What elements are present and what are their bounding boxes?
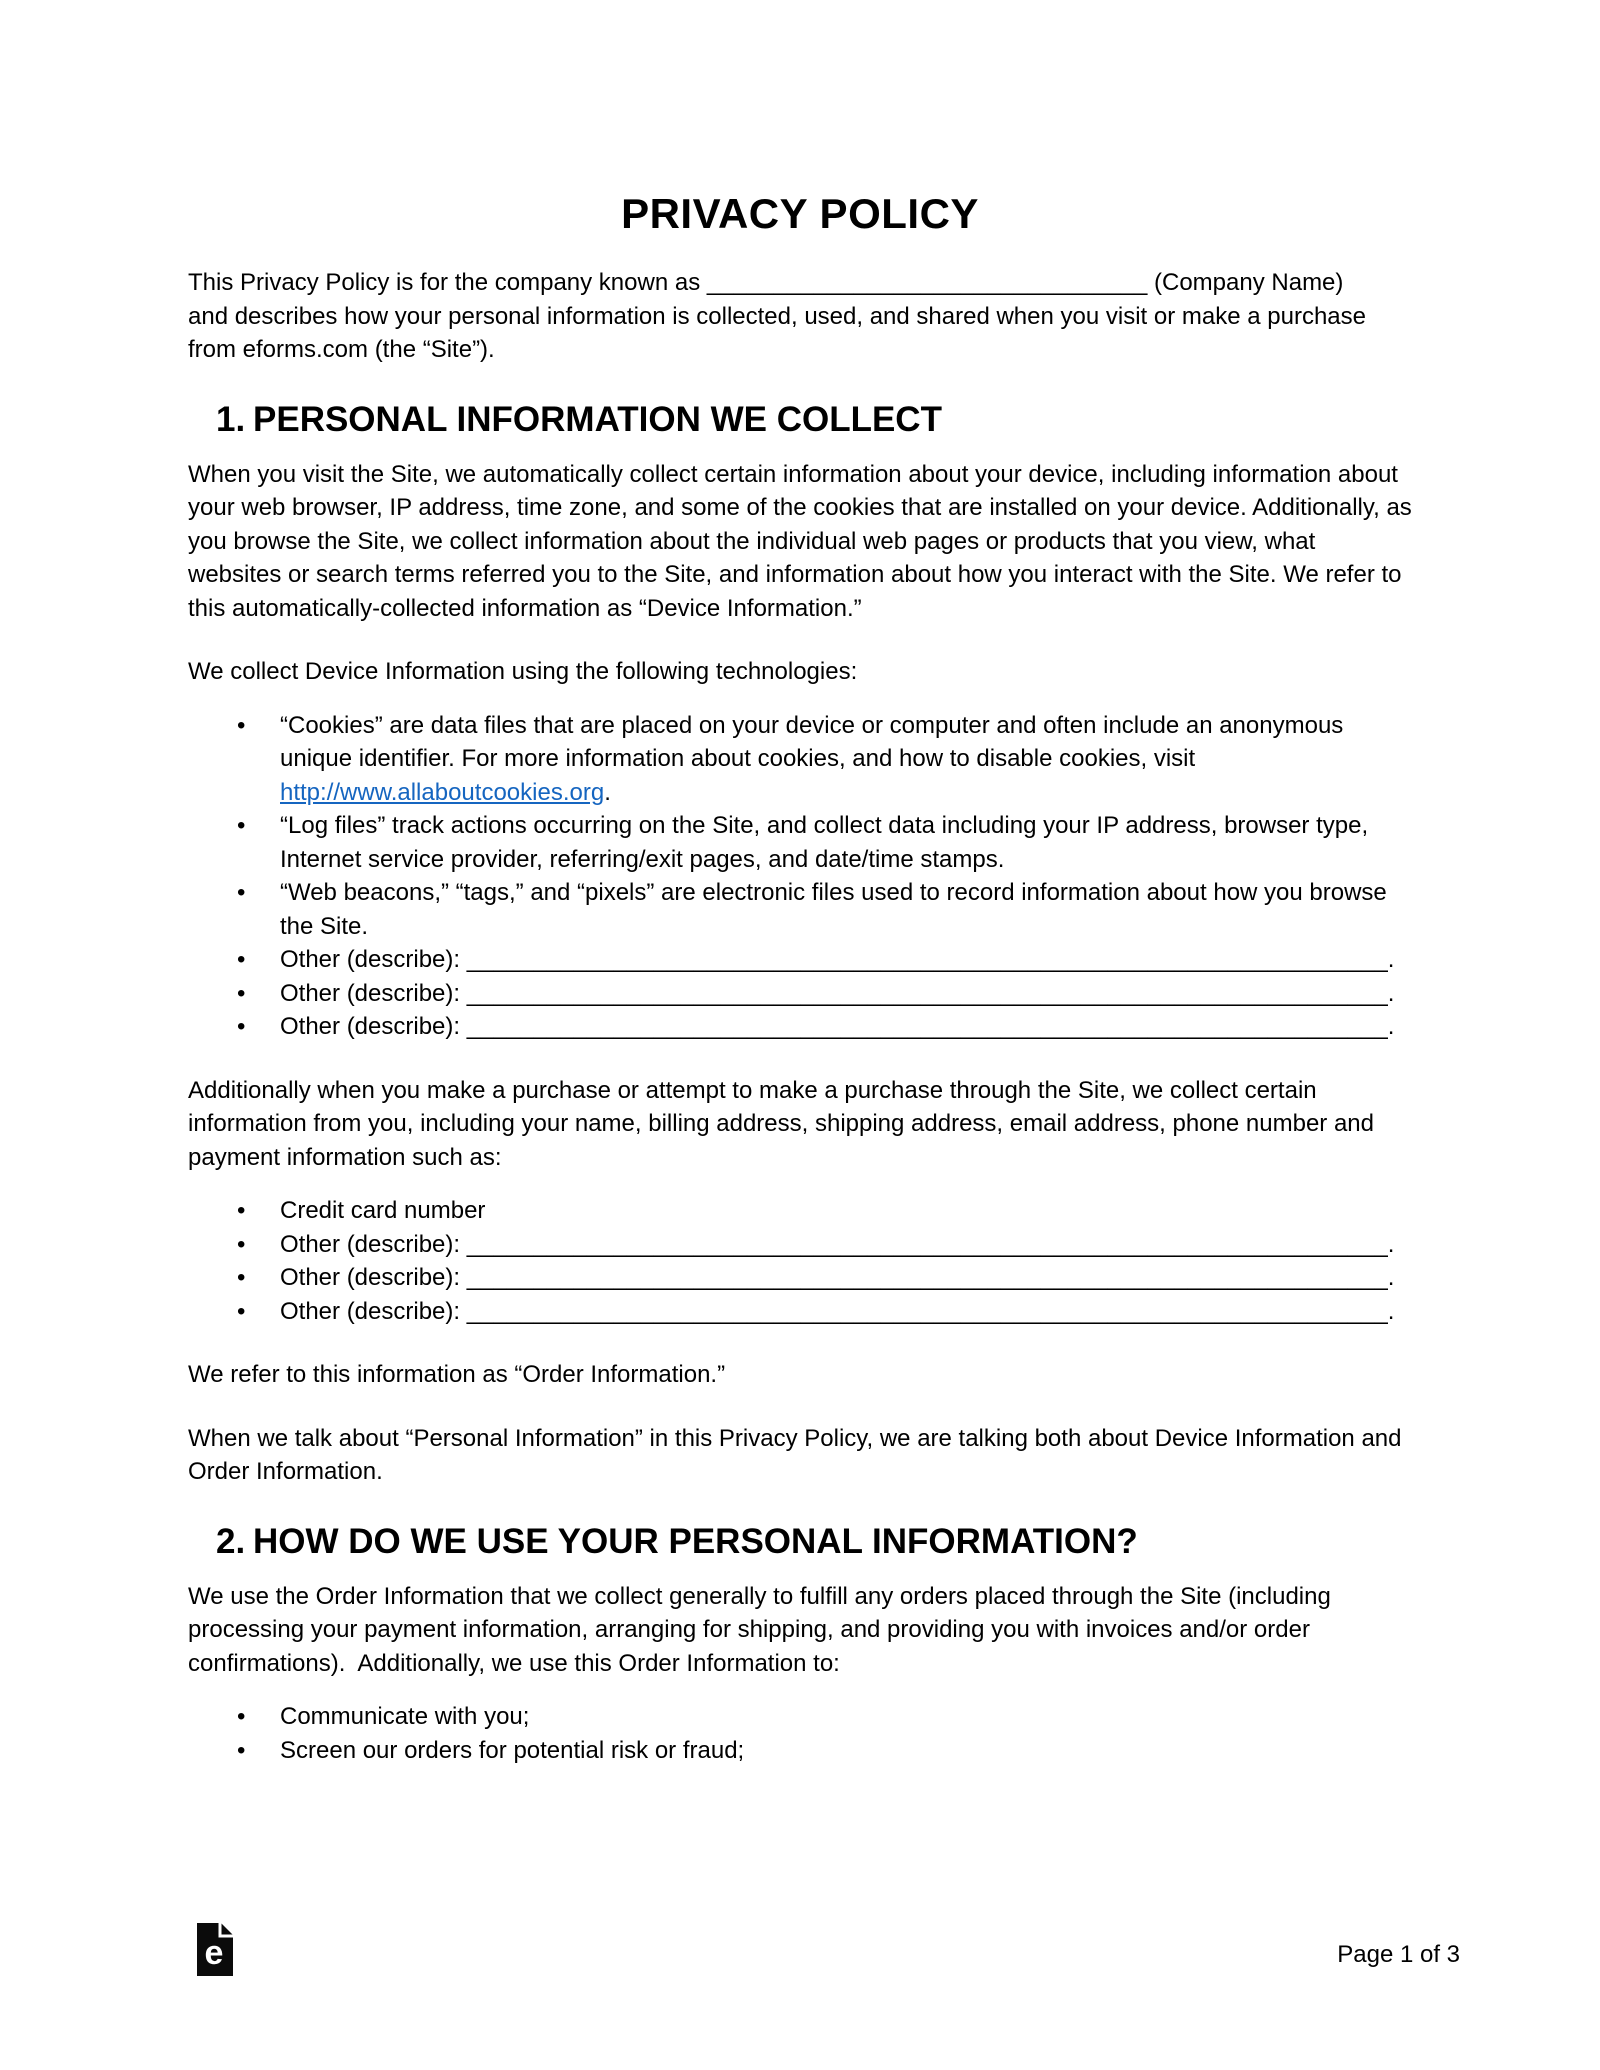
other-period: . bbox=[1387, 1264, 1395, 1291]
other-describe-blank: _____________________________________________________________________ bbox=[466, 1013, 1388, 1040]
company-name-blank: _________________________________ bbox=[706, 269, 1148, 296]
other-label: Other (describe): bbox=[280, 1013, 467, 1040]
intro-paragraph bbox=[188, 266, 1412, 367]
list-item-credit-card: • Credit card number bbox=[280, 1194, 1412, 1228]
other-period: . bbox=[1387, 1297, 1395, 1325]
intro-text-before: This Privacy Policy is for the company known as bbox=[188, 269, 707, 296]
purchase-paragraph: Additionally when you make a purchase or attempt to make a purchase through the Site, we collect certain information from you, including your name, billing address, shipping address, email address, phone number and payment information such as: bbox=[188, 1076, 1374, 1171]
order-info-paragraph: We refer to this information as “Order Information.” bbox=[188, 1361, 726, 1388]
other-label: Other (describe): bbox=[280, 946, 467, 973]
section-2-number: 2. bbox=[216, 1521, 246, 1561]
list-item-webbeacons: • “Web beacons,” “tags,” and “pixels” are electronic files used to record information about how you browse the Site. bbox=[280, 876, 1412, 943]
other-period: . bbox=[1387, 946, 1395, 973]
other-describe-blank: _____________________________________________________________________ bbox=[466, 1230, 1388, 1258]
company-name-label: (Company Name) bbox=[1147, 269, 1344, 296]
technologies-paragraph: We collect Device Information using the following technologies: bbox=[188, 658, 858, 685]
list-item-communicate: • Communicate with you; bbox=[280, 1700, 1412, 1734]
eforms-logo bbox=[197, 1923, 233, 1976]
page-title: PRIVACY POLICY bbox=[621, 190, 979, 237]
list-item-other-4 bbox=[280, 1228, 1412, 1262]
other-label: Other (describe): bbox=[280, 979, 467, 1007]
list-item-other-6 bbox=[280, 1295, 1412, 1329]
list-item-other-5 bbox=[280, 1261, 1412, 1295]
technologies-bullet-list bbox=[188, 709, 1412, 1044]
other-describe-blank: _____________________________________________________________________ bbox=[466, 1264, 1388, 1291]
other-describe-blank: _____________________________________________________________________ bbox=[466, 946, 1388, 973]
cookies-text: “Cookies” are data files that are placed on your device or computer and often include an anonymous unique identifier. For more information about cookies, and how to disable cookies, visit bbox=[280, 711, 1344, 772]
other-period: . bbox=[1387, 1013, 1395, 1040]
personal-info-paragraph: When we talk about “Personal Information” in this Privacy Policy, we are talking both about Device Information and Order Information. bbox=[188, 1424, 1402, 1485]
other-label: Other (describe): bbox=[280, 1297, 467, 1325]
other-describe-blank: _____________________________________________________________________ bbox=[466, 979, 1388, 1007]
eforms-logo-letter: e bbox=[204, 1934, 224, 1972]
page-number: Page 1 of 3 bbox=[1337, 1941, 1460, 1968]
other-label: Other (describe): bbox=[280, 1230, 467, 1258]
list-item-screen: • Screen our orders for potential risk or fraud; bbox=[280, 1734, 1412, 1768]
device-info-paragraph: When you visit the Site, we automatically collect certain information about your device, including information about your web browser, IP address, time zone, and some of the cookies that are installed on your device. Additionally, as you browse the Site, we collect information about the individual web pages or products that you view, what websites or search terms referred you to the Site, and information about how you interact with the Site. We refer to this automatically-collected information as “Device Information.” bbox=[188, 460, 1412, 622]
other-period: . bbox=[1387, 979, 1395, 1007]
cookies-text-period: . bbox=[604, 778, 611, 806]
use-info-bullet-list bbox=[188, 1700, 1412, 1767]
other-describe-blank: _____________________________________________________________________ bbox=[466, 1297, 1388, 1325]
section-2-title: HOW DO WE USE YOUR PERSONAL INFORMATION? bbox=[253, 1521, 1138, 1561]
section-1-number: 1. bbox=[216, 399, 246, 439]
order-info-bullet-list bbox=[188, 1194, 1412, 1328]
allaboutcookies-link[interactable]: http://www.allaboutcookies.org bbox=[280, 778, 605, 806]
section-2-heading bbox=[188, 1522, 1412, 1562]
intro-text-rest: and describes how your personal information is collected, used, and shared when you visit or make a purchase from eforms.com (the “Site”). bbox=[188, 302, 1366, 363]
list-item-other-3 bbox=[280, 1010, 1412, 1044]
other-period: . bbox=[1387, 1230, 1395, 1258]
use-info-paragraph: We use the Order Information that we collect generally to fulfill any orders placed through the Site (including processing your payment information, arranging for shipping, and providing you with invoices and/or order confirmations). Additionally, we use this Order Information to: bbox=[188, 1582, 1331, 1677]
list-item-other-1 bbox=[280, 943, 1412, 977]
section-1-title: PERSONAL INFORMATION WE COLLECT bbox=[253, 399, 942, 439]
list-item-other-2 bbox=[280, 977, 1412, 1011]
other-label: Other (describe): bbox=[280, 1264, 467, 1291]
section-1-heading bbox=[188, 400, 1412, 440]
list-item-logfiles: • “Log files” track actions occurring on the Site, and collect data including your IP address, browser type, Internet service provider, referring/exit pages, and date/time stamps. bbox=[280, 809, 1412, 876]
list-item-cookies bbox=[280, 709, 1412, 810]
